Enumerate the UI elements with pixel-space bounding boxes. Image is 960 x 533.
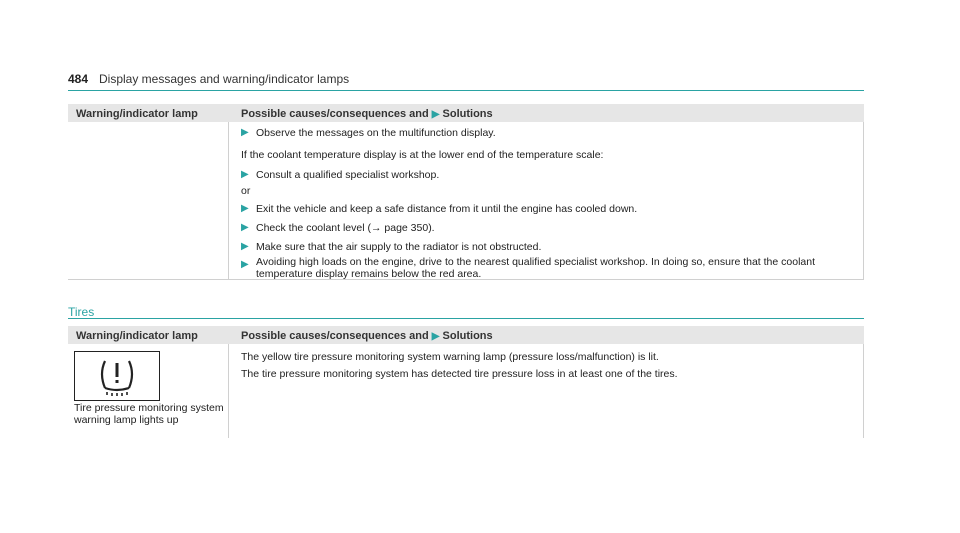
col-header-lamp: Warning/indicator lamp	[76, 108, 198, 120]
bullet-arrow-icon: ▶	[241, 241, 249, 252]
page-number: 484	[68, 72, 89, 86]
list-item: Make sure that the air supply to the radiator is not obstructed.	[256, 241, 542, 253]
list-item: Consult a qualified specialist workshop.	[256, 169, 440, 181]
list-item: The tire pressure monitoring system has detected tire pressure loss in at least one of the tires.	[241, 368, 678, 380]
table-header	[68, 104, 864, 122]
col-header-causes	[241, 108, 493, 120]
section-divider	[68, 318, 864, 319]
tire-pressure-warning-icon	[74, 351, 160, 401]
page-title: Display messages and warning/indicator lamps	[99, 72, 350, 86]
bullet-arrow-icon: ▶	[241, 259, 249, 270]
list-item: Exit the vehicle and keep a safe distance from it until the engine has cooled down.	[256, 203, 638, 215]
col-header-solutions-label: Solutions	[442, 330, 493, 342]
page-header	[68, 70, 864, 91]
solution-arrow-icon: ▶	[431, 331, 440, 342]
list-item: Avoiding high loads on the engine, drive to the nearest qualified specialist workshop. In doing so, ensure that the coolant temperature display remains below the red area.	[256, 256, 816, 280]
coolant-warning-table	[68, 104, 864, 280]
bullet-arrow-icon: ▶	[241, 127, 249, 138]
col-header-causes	[241, 330, 493, 342]
column-divider	[228, 344, 229, 438]
bullet-arrow-icon: ▶	[241, 169, 249, 180]
solution-arrow-icon: ▶	[431, 109, 440, 120]
column-divider	[228, 122, 229, 280]
col-header-solutions-label: Solutions	[442, 108, 493, 120]
bullet-arrow-icon: ▶	[241, 222, 249, 233]
list-item: or	[241, 185, 251, 197]
col-header-causes-label: Possible causes/consequences and	[241, 108, 429, 120]
table-header	[68, 326, 864, 344]
section-title-tires: Tires	[68, 305, 95, 319]
lamp-label: Tire pressure monitoring system warning lamp lights up	[74, 402, 224, 426]
tire-warning-table	[68, 326, 864, 438]
col-header-causes-label: Possible causes/consequences and	[241, 330, 429, 342]
col-header-lamp: Warning/indicator lamp	[76, 330, 198, 342]
list-item: Check the coolant level (→ page 350).	[256, 222, 435, 234]
list-item: Observe the messages on the multifunction display.	[256, 127, 496, 139]
list-item: If the coolant temperature display is at the lower end of the temperature scale:	[241, 149, 604, 161]
list-item: The yellow tire pressure monitoring system warning lamp (pressure loss/malfunction) is lit.	[241, 351, 659, 363]
right-border	[863, 344, 864, 438]
bullet-arrow-icon: ▶	[241, 203, 249, 214]
right-border	[863, 122, 864, 280]
